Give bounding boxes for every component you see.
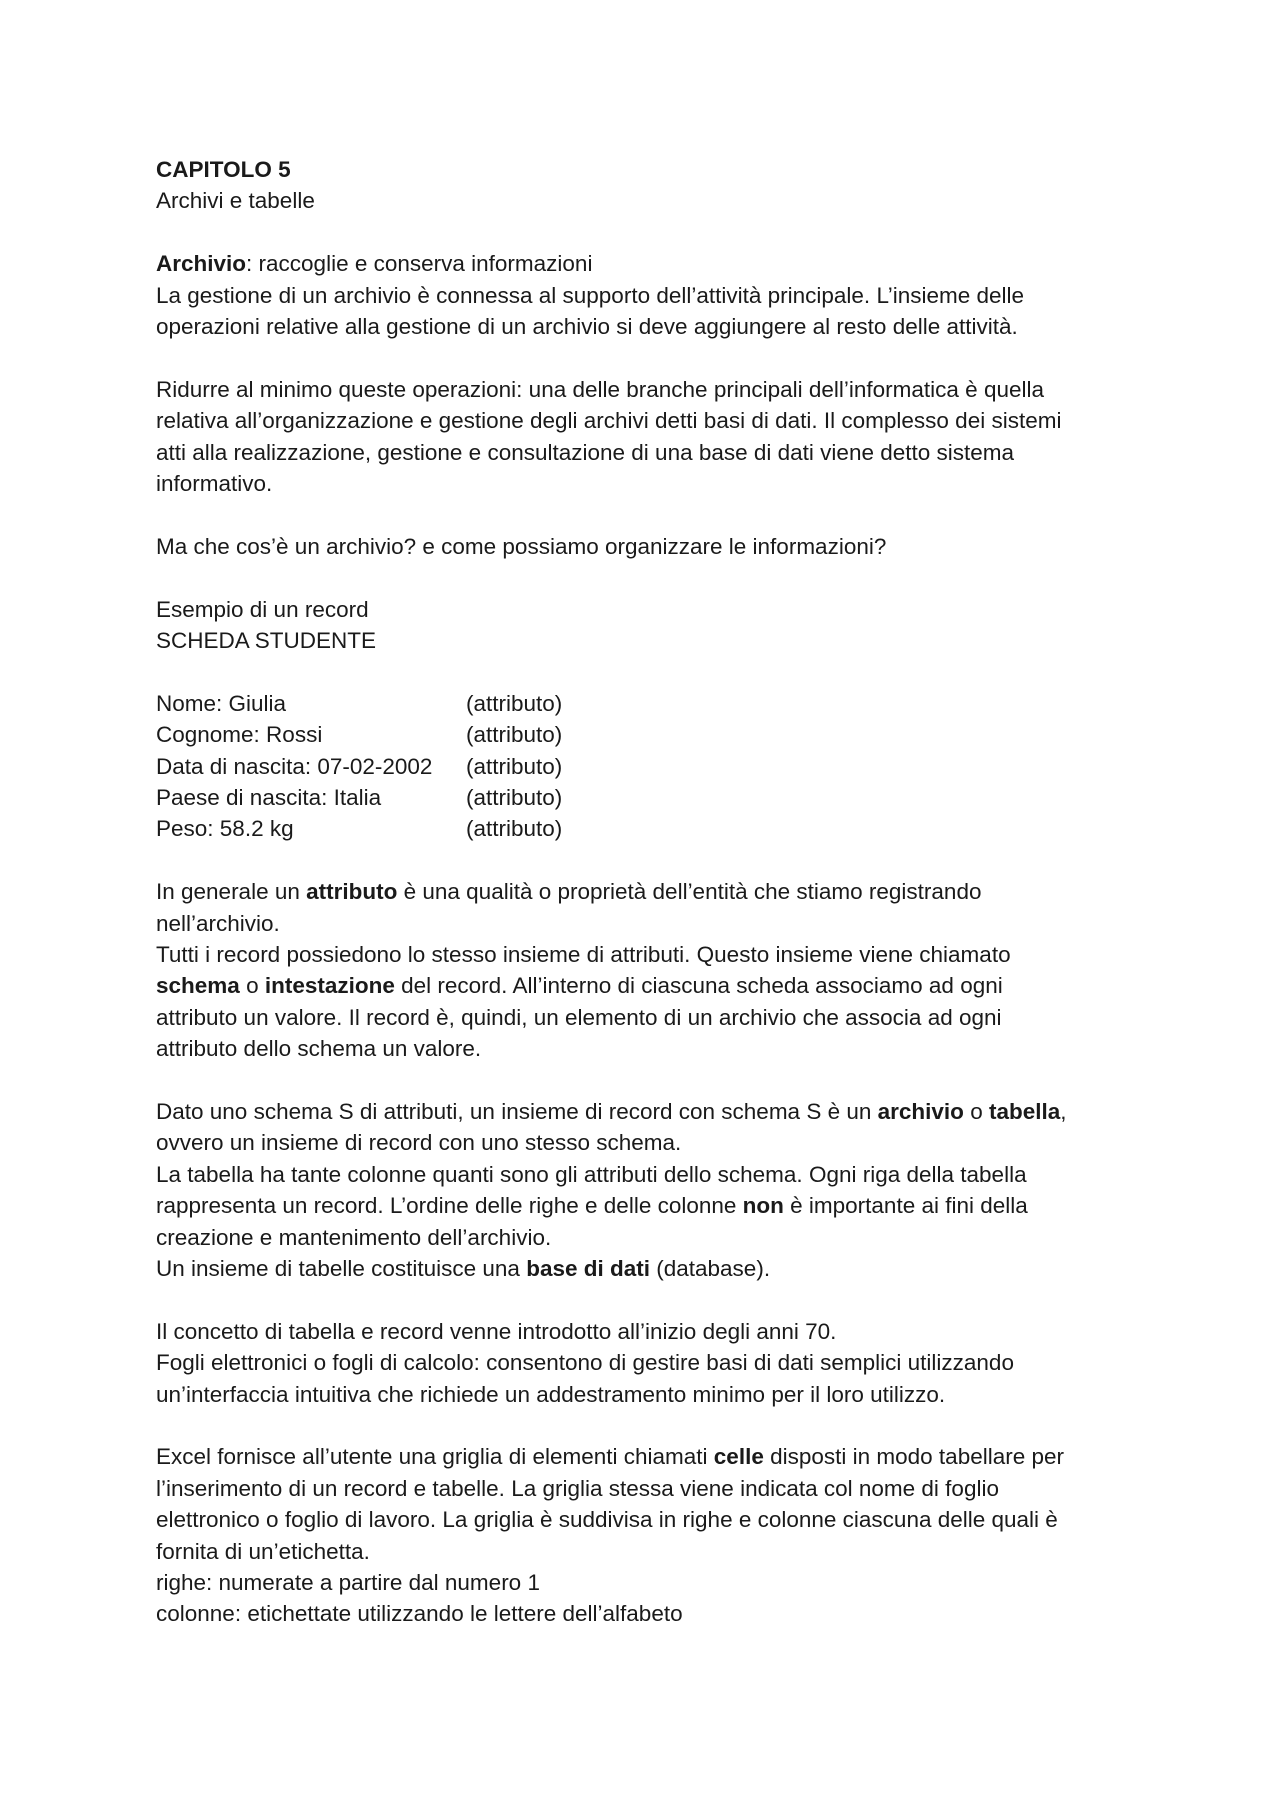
paragraph-line: informativo. — [156, 471, 273, 497]
paragraph-line: Excel fornisce all’utente una griglia di elementi chiamati celle disposti in modo tabellare per — [156, 1444, 1065, 1470]
bold-term: celle — [713, 1444, 764, 1470]
field-value: Cognome: Rossi — [156, 722, 323, 748]
record-field — [156, 813, 1156, 844]
bold-term: tabella — [988, 1099, 1061, 1124]
bold-term: schema — [156, 973, 240, 999]
question-line: Ma che cos’è un archivio? e come possiamo organizzare le informazioni? — [156, 533, 887, 559]
record-field — [156, 719, 1156, 750]
record-field — [156, 782, 1156, 813]
paragraph-line: creazione e mantenimento dell’archivio. — [156, 1224, 552, 1250]
bold-term: intestazione — [264, 973, 395, 999]
record-field — [156, 751, 1156, 782]
paragraph-line: Ridurre al minimo queste operazioni: una delle branche principali dell’informatica è quella — [156, 376, 1044, 402]
paragraph-line: In generale un attributo è una qualità o proprietà dell’entità che stiamo registrando — [156, 879, 982, 905]
paragraph-line: nell’archivio. — [156, 910, 280, 936]
paragraph-line: un’interfaccia intuitiva che richiede un addestramento minimo per il loro utilizzo. — [156, 1381, 946, 1407]
paragraph-line: relativa all’organizzazione e gestione degli archivi detti basi di dati. Il complesso dei sistemi — [156, 408, 1062, 434]
bold-term: base di dati — [526, 1256, 650, 1282]
paragraph-line: operazioni relative alla gestione di un archivio si deve aggiungere al resto delle attività. — [156, 314, 1018, 340]
document-page — [156, 154, 1156, 1630]
field-tag: (attributo) — [466, 690, 563, 716]
card-title: SCHEDA STUDENTE — [156, 628, 377, 654]
paragraph-line: Il concetto di tabella e record venne introdotto all’inizio degli anni 70. — [156, 1318, 837, 1344]
paragraph-line: La tabella ha tante colonne quanti sono gli attributi dello schema. Ogni riga della tabella — [156, 1161, 1027, 1187]
paragraph-line: attributo dello schema un valore. — [156, 1036, 482, 1062]
field-tag: (attributo) — [466, 753, 563, 779]
archivio-term: Archivio — [156, 251, 247, 277]
paragraph-line: colonne: etichettate utilizzando le lettere dell’alfabeto — [156, 1601, 683, 1627]
field-tag: (attributo) — [466, 816, 563, 842]
paragraph-line: Un insieme di tabelle costituisce una base di dati (database). — [156, 1256, 771, 1282]
paragraph-line: rappresenta un record. L’ordine delle righe e delle colonne non è importante ai fini della — [156, 1193, 1028, 1219]
paragraph-line: Tutti i record possiedono lo stesso insieme di attributi. Questo insieme viene chiamato — [156, 941, 1011, 967]
paragraph-line: l’inserimento di un record e tabelle. La griglia stessa viene indicata col nome di foglio — [156, 1475, 999, 1501]
paragraph-line: attributo un valore. Il record è, quindi, un elemento di un archivio che associa ad ogni — [156, 1004, 1002, 1030]
record-card — [156, 688, 1156, 845]
record-field — [156, 688, 1156, 719]
paragraph-line: schema o intestazione del record. All’interno di ciascuna scheda associamo ad ogni — [156, 973, 1003, 999]
field-tag: (attributo) — [466, 785, 563, 810]
paragraph-line: ovvero un insieme di record con uno stesso schema. — [156, 1130, 682, 1156]
bold-term: non — [742, 1193, 784, 1219]
bold-term: archivio — [877, 1099, 964, 1124]
field-value: Nome: Giulia — [156, 690, 287, 716]
archivio-definition: Archivio: raccoglie e conserva informazioni — [156, 251, 593, 277]
paragraph-line: atti alla realizzazione, gestione e consultazione di una base di dati viene detto sistema — [156, 439, 1015, 465]
field-value: Paese di nascita: Italia — [156, 785, 382, 810]
chapter-title: CAPITOLO 5 — [156, 157, 291, 182]
field-value: Data di nascita: 07-02-2002 — [156, 753, 433, 779]
bold-term: attributo — [306, 879, 398, 905]
field-value: Peso: 58.2 kg — [156, 816, 294, 842]
paragraph-line: Dato uno schema S di attributi, un insieme di record con schema S è un archivio o tabella, — [156, 1099, 1067, 1124]
paragraph-line: fornita di un’etichetta. — [156, 1538, 370, 1564]
chapter-subtitle: Archivi e tabelle — [156, 188, 315, 214]
field-tag: (attributo) — [466, 722, 563, 748]
paragraph-line: righe: numerate a partire dal numero 1 — [156, 1570, 540, 1596]
paragraph-line: Fogli elettronici o fogli di calcolo: consentono di gestire basi di dati semplici utilizzando — [156, 1350, 1014, 1376]
paragraph-line: La gestione di un archivio è connessa al supporto dell’attività principale. L’insieme delle — [156, 282, 1025, 308]
example-intro: Esempio di un record — [156, 596, 369, 622]
paragraph-line: elettronico o foglio di lavoro. La griglia è suddivisa in righe e colonne ciascuna delle quali è — [156, 1507, 1058, 1533]
